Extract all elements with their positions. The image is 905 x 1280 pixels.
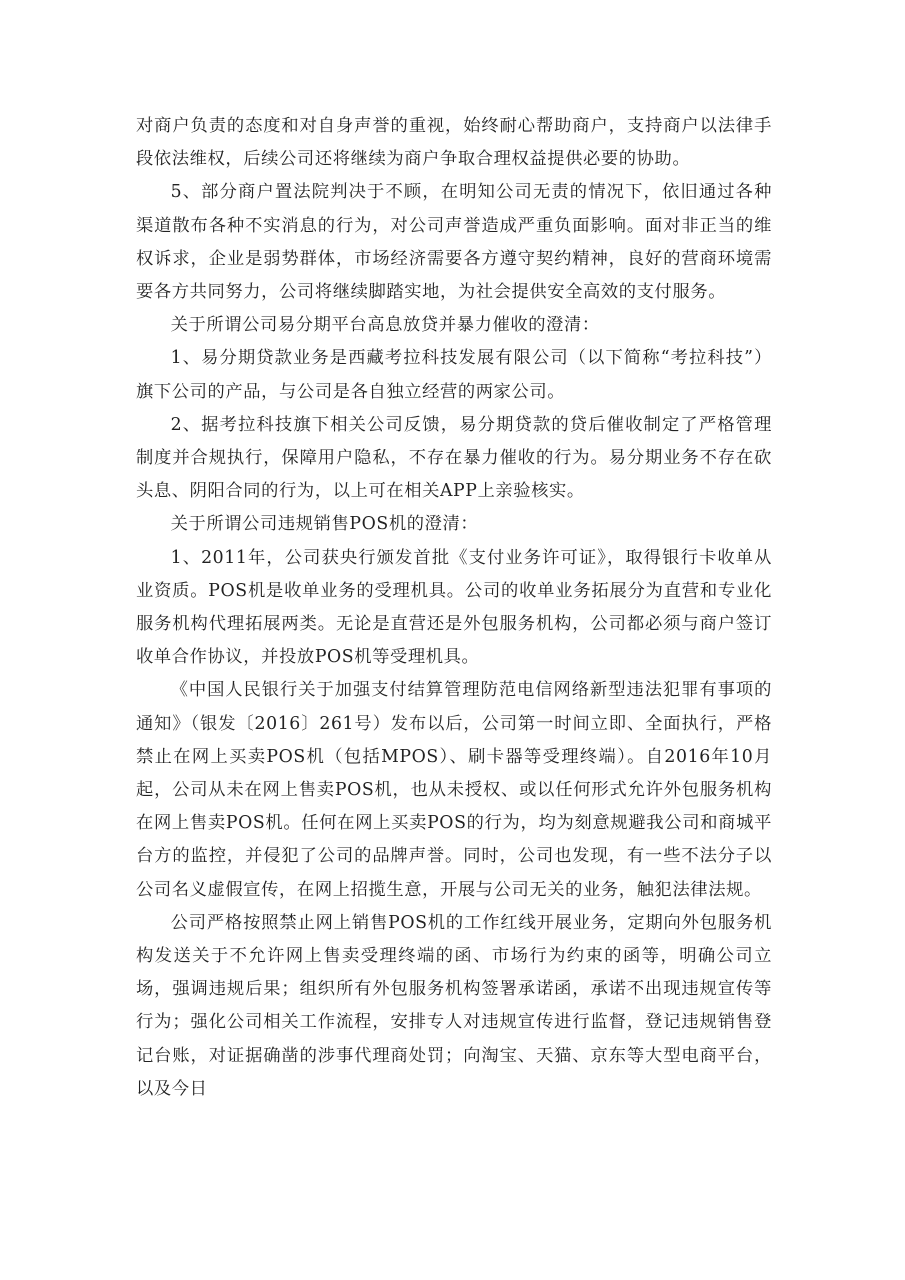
paragraph-yifenqi-ownership: 1、易分期贷款业务是西藏考拉科技发展有限公司（以下简称“考拉科技”）旗下公司的产品，与公司是各自独立经营的两家公司。 [136,348,772,402]
paragraph-pos-measures: 公司严格按照禁止网上销售POS机的工作红线开展业务，定期向外包服务机构发送关于不允许网上售卖受理终端的函、市场行为约束的函等，明确公司立场，强调违规后果；组织所有外包服务机构签署承诺函，承诺不出现违规宣传等行为；强化公司相关工作流程，安排专人对违规宣传进行监督，登记违规销售登记台账，对证据确凿的涉事代理商处罚；向淘宝、天猫、京东等大型电商平台，以及今日 [136,912,772,1099]
paragraph-continued: 对商户负责的态度和对自身声誉的重视，始终耐心帮助商户，支持商户以法律手段依法维权，后续公司还将继续为商户争取合理权益提供必要的协助。 [136,116,772,170]
paragraph-yifenqi-collection: 2、据考拉科技旗下相关公司反馈，易分期贷款的贷后催收制定了严格管理制度并合规执行，保障用户隐私，不存在暴力催收的行为。易分期业务不存在砍头息、阴阳合同的行为，以上可在相关APP上亲验核实。 [136,414,772,502]
heading-pos-clarification: 关于所谓公司违规销售POS机的澄清： [170,514,479,535]
paragraph-merchant-rumors: 5、部分商户置法院判决于不顾，在明知公司无责的情况下，依旧通过各种渠道散布各种不实消息的行为，对公司声誉造成严重负面影响。面对非正当的维权诉求，企业是弱势群体，市场经济需要各方遵守契约精神，良好的营商环境需要各方共同努力，公司将继续脚踏实地，为社会提供安全高效的支付服务。 [136,182,772,303]
heading-yifenqi-clarification: 关于所谓公司易分期平台高息放贷并暴力催收的澄清： [170,315,600,336]
paragraph-pbc-notice: 《中国人民银行关于加强支付结算管理防范电信网络新型违法犯罪有事项的通知》（银发〔2016〕261号）发布以后，公司第一时间立即、全面执行，严格禁止在网上买卖POS机（包括MPOS）、刷卡器等受理终端）。自2016年10月起，公司从未在网上售卖POS机，也从未授权、或以任何形式允许外包服务机构在网上售卖POS机。任何在网上买卖POS的行为，均为刻意规避我公司和商城平台方的监控，并侵犯了公司的品牌声誉。同时，公司也发现，有一些不法分子以公司名义虚假宣传，在网上招揽生意，开展与公司无关的业务，触犯法律法规。 [136,680,772,900]
document-body [136,110,772,1106]
paragraph-pos-license: 1、2011年，公司获央行颁发首批《支付业务许可证》，取得银行卡收单从业资质。POS机是收单业务的受理机具。公司的收单业务拓展分为直营和专业化服务机构代理拓展两类。无论是直营还是外包服务机构，公司都必须与商户签订收单合作协议，并投放POS机等受理机具。 [136,547,772,668]
